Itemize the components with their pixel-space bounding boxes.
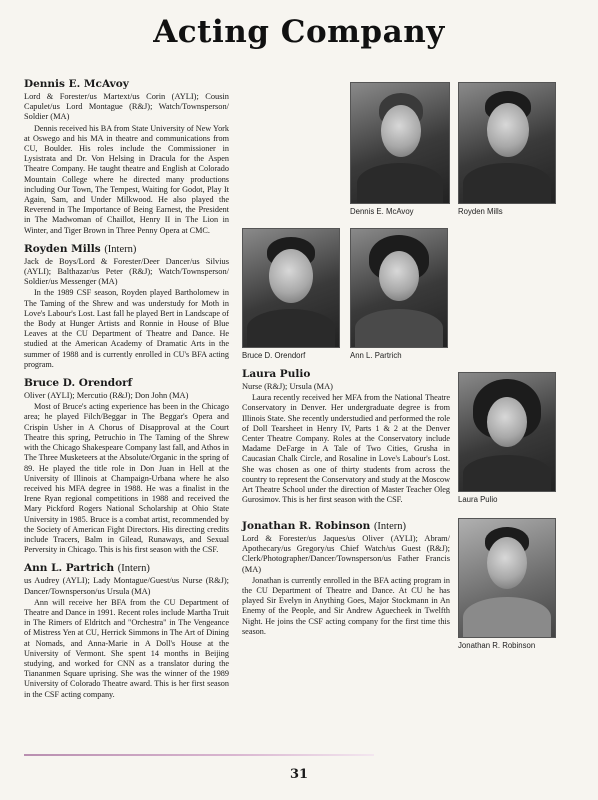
caption-robinson: Jonathan R. Robinson [458, 641, 536, 650]
actor-entry-orendorf [24, 377, 229, 555]
headshot-pulio [458, 372, 556, 492]
headshot-mills [458, 82, 556, 204]
actor-name-text: Ann L. Partrich [24, 562, 115, 575]
actor-roles: Oliver (AYLI); Mercutio (R&J); Don John (MA) [24, 391, 189, 401]
actor-bio: Laura recently received her MFA from the National Theatre Conservatory in Denver. Her undergraduate degree is from Illinois State. She recently understudied and performed the role of Doll Tearsheet in Henry IV, Parts 1 & 2 at the Denver Center Theatre Company. Roles at the Conservatory include Madame DeFarge in A Tale of Two Cities, Grusha in Caucasian Chalk Circle, and Rosaline in Love's Labour's Lost. She was chosen as one of thirty students from across the country to represent the Conservatory and study at the Moscow Art Theatre School under the direction of Master Teacher Oleg Gurosimov. This is her first season with the CSF. [242, 393, 450, 505]
actor-bio: In the 1989 CSF season, Royden played Bartholomew in The Taming of the Shrew and was understudy for Moth in Love's Labour's Lost. Last fall he played Bert in Landscape of the Body at Hunger Artists and Ronnie in House of Blue Leaves at the CU Department of Theatre and Dance. He studied at the American Academy of Dramatic Arts in the summer of 1988 and is currently enrolled in CU's BFA acting program. [24, 288, 229, 369]
actor-roles: Jack de Boys/Lord & Forester/Deer Dancer/us Silvius (AYLI); Balthazar/us Peter (R&J); Watch/Townsperson/ Soldier/us Messenger (MA) [24, 256, 229, 287]
headshot-orendorf [242, 228, 340, 348]
actor-entry-partrich [24, 562, 229, 699]
actor-name-text: Bruce D. Orendorf [24, 377, 133, 390]
actor-name [24, 377, 229, 390]
actor-bio: Most of Bruce's acting experience has been in the Chicago area; he played Filch/Beggar in The Beggar's Opera and Crispin Usher in A Chorus of Disapproval at the Court Theatre this spring, Petruchio in The Taming of the Shrew with the Chicago Shakespeare Company last fall, and Athos in The Three Musketeers at the Absolute/Organic in the spring of 89. He played the title role in Don Juan in Hell at the University of Illinois at Champaign-Urbana where he also received his MFA degree in 1988. He was a finalist in the Irene Ryan regional competitions in 1988 and received the Mary Pickford Rogers National Scholarship at Ohio State University in 1985. Bruce is a combat artist, recommended by the Society of American Fight Directors. His directing credits include Tracers, Balm in Gilead, Runaways, and Sexual Perversity in Chicago. This is his first season with the CSF. [24, 402, 230, 555]
actor-suffix: (Intern) [117, 563, 150, 575]
actor-name [242, 368, 450, 381]
actor-name-text: Royden Mills [24, 242, 101, 255]
caption-pulio: Laura Pulio [458, 495, 498, 504]
actor-name [24, 243, 229, 256]
actor-entry-mills [24, 243, 229, 370]
footer-rule [24, 754, 374, 756]
page-title: Acting Company [153, 14, 445, 50]
right-column-pulio [242, 368, 450, 512]
actor-name-text: Laura Pulio [242, 368, 311, 380]
page-number: 31 [289, 767, 309, 782]
actor-name [24, 78, 229, 91]
right-column-robinson [242, 520, 450, 644]
actor-name [242, 520, 450, 533]
headshot-mcavoy [350, 82, 450, 204]
caption-partrich: Ann L. Partrich [350, 351, 402, 360]
caption-orendorf: Bruce D. Orendorf [242, 351, 306, 360]
headshot-robinson [458, 518, 556, 638]
caption-mcavoy: Dennis E. McAvoy [350, 207, 414, 216]
left-column [24, 78, 229, 707]
actor-bio: Jonathan is currently enrolled in the BFA acting program in the CU Department of Theatre and Dance. At CU he has played Sir Evelyn in Anything Goes, Major Stockmann in An Enemy of the People, and Sir Andrew Aguecheek in Twelfth Night. He joins the CSF acting company for the first time this season. [242, 575, 450, 636]
actor-suffix: (Intern) [104, 243, 137, 255]
actor-entry-pulio [242, 368, 450, 505]
actor-roles: Lord & Forester/us Martext/us Corin (AYLI); Cousin Capulet/us Lord Montague (R&J); Watch/Townsperson/ Soldier (MA) [24, 92, 229, 122]
actor-entry-robinson [242, 520, 450, 637]
actor-entry-mcavoy [24, 78, 229, 236]
caption-mills: Royden Mills [458, 207, 503, 216]
actor-bio: Ann will receive her BFA from the CU Department of Theatre and Dance in 1991. Recent roles include Martha Truit in The Rimers of Eldritch and "Orchestra" in The Vengeance of Mistress Yen at CU, Herrick Simmons in The Art of Dining at Nomads, and Anna-Marie in A Doll's House at the University of Vermont. She spent 14 months in Beijing studying, and worked for CNN as a translator during the Tiananmen Square uprising. She was the winner of the 1989 University of Colorado Theatre award. This is her first season in the CSF acting company. [24, 597, 229, 699]
actor-name-text: Dennis E. McAvoy [24, 78, 129, 90]
actor-roles: Nurse (R&J); Ursula (MA) [242, 382, 333, 391]
actor-bio: Dennis received his BA from State University of New York at Oswego and his MA in theatre and communications from CU, Boulder. His roles include the Commissioner in Lysistrata and Dr. Von Helsing in Dracula for the Aspen Theatre Company. He taught theatre and English at Colorado Mountain College where he directed many productions including Our Town, The Tempest, Waiting for Godot, Play It Again, Sam, and Under Milkwood. He also played the Reverend in The Importance of Being Earnest, the President in The Madwoman of Chaillot, Henry II in The Lion in Winter, and Tiger Brown in Three Penny Opera at CMC. [24, 123, 229, 235]
headshot-partrich [350, 228, 448, 348]
actor-roles: us Audrey (AYLI); Lady Montague/Guest/us Nurse (R&J); Dancer/Townsperson/us Ursula (MA) [24, 576, 229, 596]
actor-roles: Lord & Forester/us Jaques/us Oliver (AYLI); Abram/ Apothecary/us Gregory/us Chief Watch/us Guest (R&J); Clerk/Photographer/Dancer/Townsperson/us Father Francis (MA) [242, 534, 450, 574]
actor-name [24, 562, 229, 575]
actor-suffix: (Intern) [373, 521, 407, 532]
actor-name-text: Jonathan R. Robinson [242, 520, 371, 532]
